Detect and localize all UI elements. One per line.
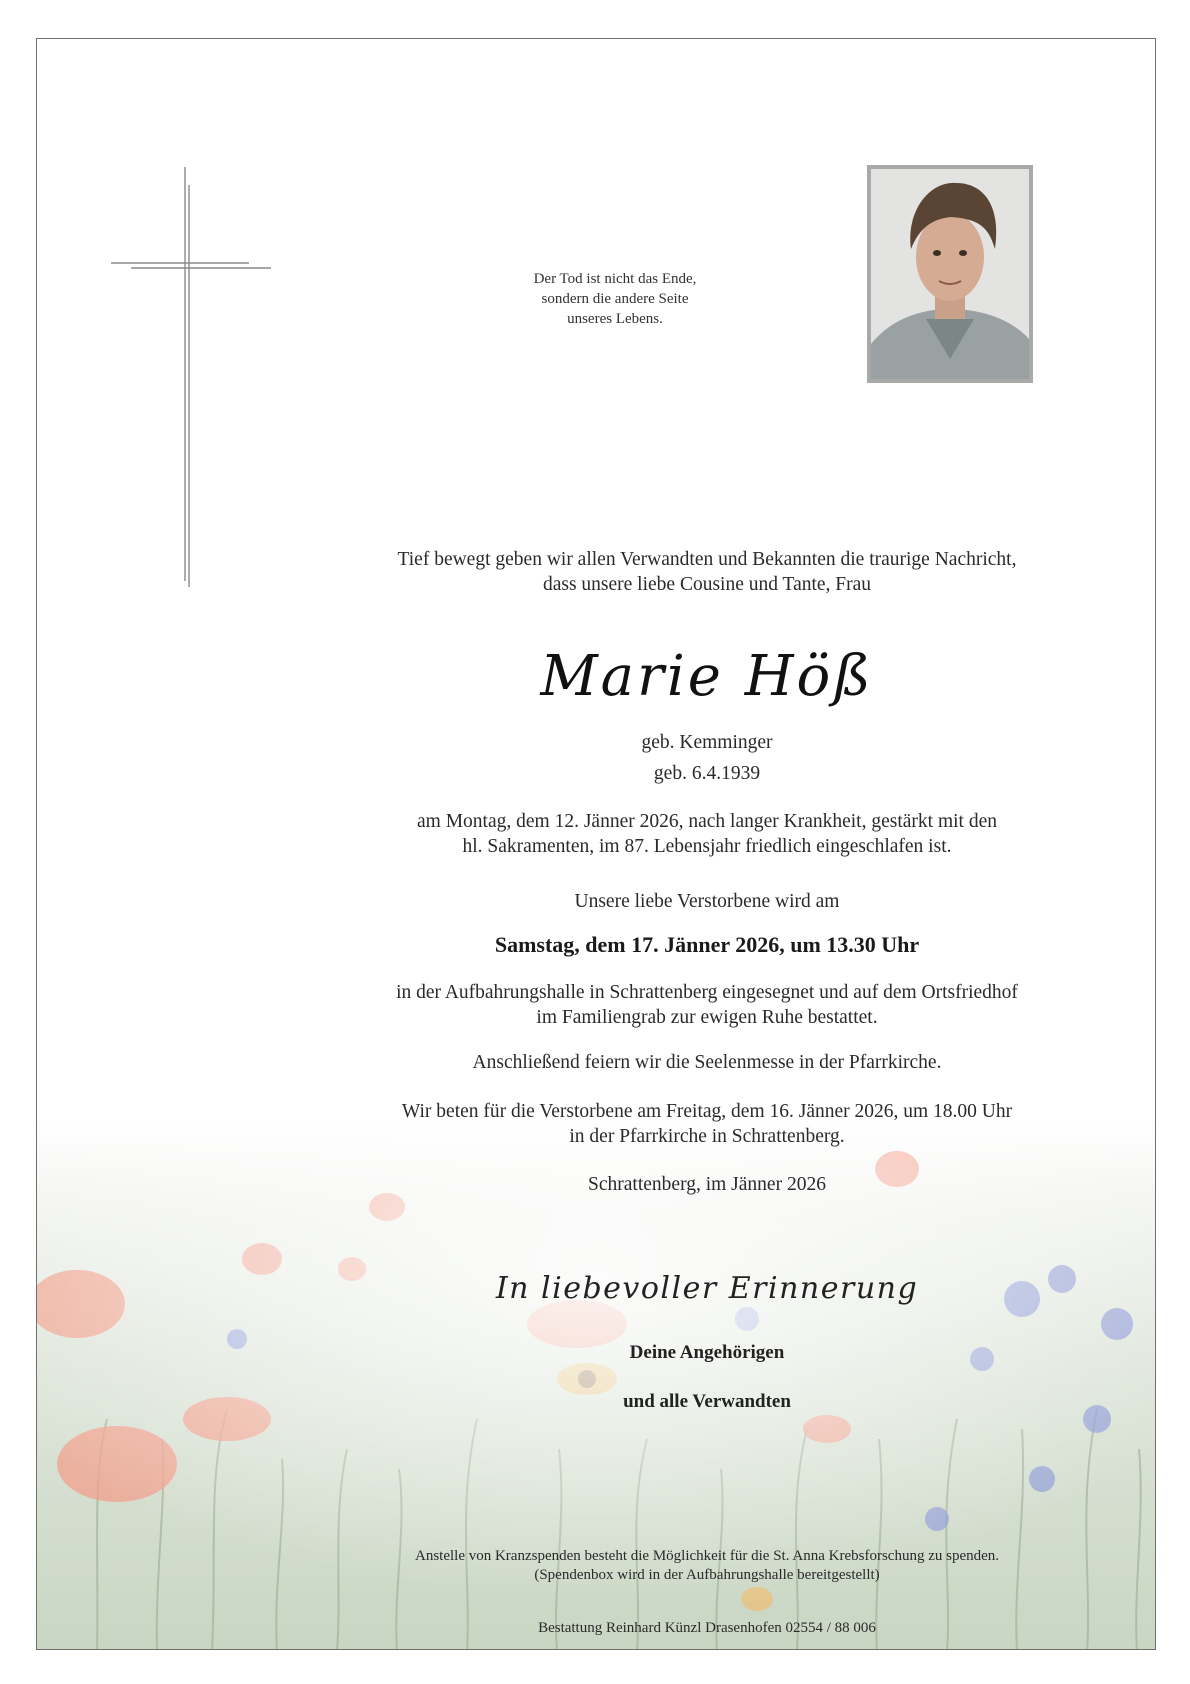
intro-line: Tief bewegt geben wir allen Verwandten und Bekannten die traurige Nachricht, (397, 549, 1017, 570)
memory-heading: In liebevoller Erinnerung (495, 1271, 919, 1306)
funeral-announce: Unsere liebe Verstorbene wird am (574, 891, 840, 912)
funeral-date: Samstag, dem 17. Jänner 2026, um 13.30 Uhr (494, 932, 920, 957)
donation-note (327, 1547, 1087, 1585)
prayer-line: in der Pfarrkirche in Schrattenberg. (569, 1126, 845, 1147)
funeral-ceremony (327, 980, 1087, 1030)
maiden-name: geb. Kemminger (641, 732, 773, 753)
death-notice (327, 809, 1087, 859)
prayer-line: Wir beten für die Verstorbene am Freitag, dem 16. Jänner 2026, um 18.00 Uhr (401, 1101, 1013, 1122)
portrait-photo (867, 165, 1033, 383)
death-line: am Montag, dem 12. Jänner 2026, nach langer Krankheit, gestärkt mit den (417, 811, 997, 832)
deceased-name: Marie Höß (540, 644, 874, 709)
intro-line: dass unsere liebe Cousine und Tante, Frau (542, 574, 872, 595)
quote-line: unseres Lebens. (567, 311, 663, 327)
requiem-mass: Anschließend feiern wir die Seelenmesse in der Pfarrkirche. (472, 1052, 942, 1073)
birth-date: geb. 6.4.1939 (653, 763, 761, 784)
funeral-home: Bestattung Reinhard Künzl Drasenhofen 02554 / 88 006 (538, 1620, 876, 1636)
ceremony-line: im Familiengrab zur ewigen Ruhe bestattet. (536, 1007, 878, 1028)
family-signature: Deine Angehörigen (629, 1342, 785, 1363)
quote-line: sondern die andere Seite (541, 291, 689, 307)
prayer-notice (327, 1099, 1087, 1149)
donation-line: (Spendenbox wird in der Aufbahrungshalle bereitgestellt) (534, 1567, 880, 1583)
donation-line: Anstelle von Kranzspenden besteht die Möglichkeit für die St. Anna Krebsforschung zu spenden. (414, 1548, 1000, 1564)
quote-line: Der Tod ist nicht das Ende, (533, 271, 697, 287)
relatives-signature: und alle Verwandten (623, 1391, 791, 1412)
place-date: Schrattenberg, im Jänner 2026 (588, 1174, 826, 1195)
intro-text (327, 547, 1087, 597)
cross-icon (111, 167, 273, 587)
death-line: hl. Sakramenten, im 87. Lebensjahr friedlich eingeschlafen ist. (462, 836, 952, 857)
obituary-frame (36, 38, 1156, 1650)
ceremony-line: in der Aufbahrungshalle in Schrattenberg eingesegnet und auf dem Ortsfriedhof (396, 982, 1018, 1003)
memorial-quote (415, 269, 815, 329)
